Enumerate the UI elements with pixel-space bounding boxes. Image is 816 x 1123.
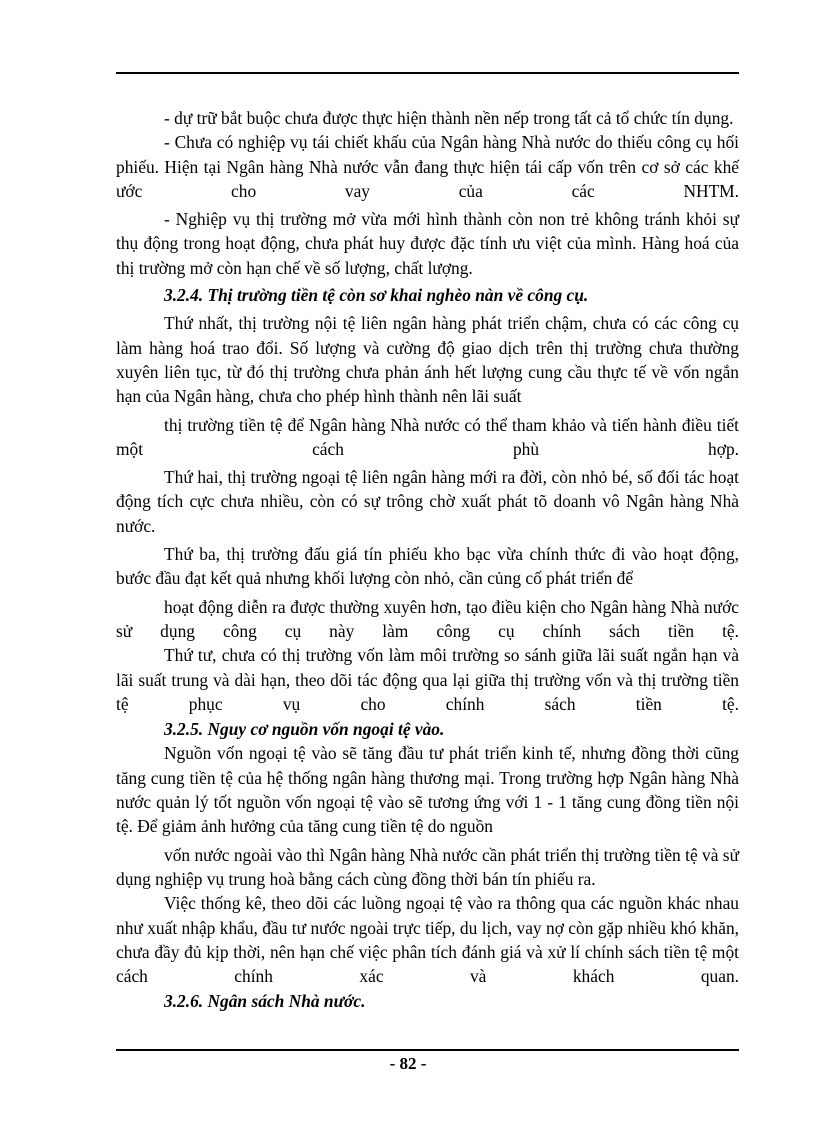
paragraph-first: Thứ nhất, thị trường nội tệ liên ngân hàng phát triển chậm, chưa có các công cụ làm hàng hoá trao đổi. Số lượng và cường độ giao dịch trên thị trường chưa thường xuyên liên tục, từ đó thị trường chưa phản ánh hết lượng cung cầu thực tế về vốn ngắn hạn của Ngân hàng, chưa cho phép hình thành nên lãi suất <box>116 313 739 407</box>
page-number: - 82 - <box>389 1054 427 1073</box>
paragraph-second: Thứ hai, thị trường ngoại tệ liên ngân hàng mới ra đời, còn nhỏ bé, số đối tác hoạt động tích cực chưa nhiều, còn có sự trông chờ xuất phát tõ doanh vô Ngân hàng Nhà nước. <box>116 467 739 536</box>
paragraph-first-continued: thị trường tiền tệ để Ngân hàng Nhà nước có thể tham khảo và tiến hành điều tiết một cách phù hợp. <box>116 414 739 459</box>
paragraph-foreign-capital-continued: vốn nước ngoài vào thì Ngân hàng Nhà nước cần phát triển thị trường tiền tệ và sử dụng nghiệp vụ trung hoà bằng cách cùng đồng thời bán tín phiếu ra. <box>116 844 739 889</box>
header-rule <box>116 72 739 74</box>
paragraph-reserve-requirement: - dự trữ bắt buộc chưa được thực hiện thành nền nếp trong tất cả tổ chức tín dụng. <box>164 108 734 128</box>
paragraph-third: Thứ ba, thị trường đấu giá tín phiếu kho bạc vừa chính thức đi vào hoạt động, bước đầu đạt kết quả nhưng khối lượng còn nhỏ, cần củng cố phát triển để <box>116 544 739 589</box>
paragraph-open-market: - Nghiệp vụ thị trường mở vừa mới hình thành còn non trẻ không tránh khỏi sự thụ động trong hoạt động, chưa phát huy được đặc tính ưu việt của mình. Hàng hoá của thị trường mở còn hạn chế về số lượng, chất lượng. <box>116 209 739 278</box>
section-heading-3-2-5: 3.2.5. Nguy cơ nguồn vốn ngoại tệ vào. <box>164 719 445 740</box>
page-body <box>116 106 739 1014</box>
paragraph-fourth: Thứ tư, chưa có thị trường vốn làm môi trường so sánh giữa lãi suất ngắn hạn và lãi suất trung và dài hạn, theo dõi tác động qua lại giữa thị trường vốn và thị trường tiền tệ phục vụ cho chính sách tiền tệ. <box>116 645 739 714</box>
section-heading-3-2-4: 3.2.4. Thị trường tiền tệ còn sơ khai nghèo nàn về công cụ. <box>164 285 589 306</box>
paragraph-rediscount: - Chưa có nghiệp vụ tái chiết khấu của Ngân hàng Nhà nước do thiếu công cụ hối phiếu. Hiện tại Ngân hàng Nhà nước vẫn đang thực hiện tái cấp vốn trên cơ sở các khế ước cho vay của các NHTM. <box>116 132 739 201</box>
footer-rule <box>116 1049 739 1051</box>
paragraph-foreign-capital: Nguồn vốn ngoại tệ vào sẽ tăng đầu tư phát triển kinh tế, nhưng đồng thời cũng tăng cung tiền tệ của hệ thống ngân hàng thương mại. Trong trường hợp Ngân hàng Nhà nước quản lý tốt nguồn vốn ngoại tệ vào sẽ tương ứng với 1 - 1 tăng cung đồng tiền nội tệ. Để giảm ảnh hưởng của tăng cung tiền tệ do nguồn <box>116 743 739 837</box>
paragraph-statistics: Việc thống kê, theo dõi các luồng ngoại tệ vào ra thông qua các nguồn khác nhau như xuất nhập khẩu, đầu tư nước ngoài trực tiếp, du lịch, vay nợ còn gặp nhiều khó khăn, chưa đầy đủ kịp thời, nên hạn chế việc phân tích đánh giá và xử lí chính sách tiền tệ một cách chính xác và khách quan. <box>116 893 739 987</box>
section-heading-3-2-6: 3.2.6. Ngân sách Nhà nước. <box>164 991 366 1012</box>
paragraph-third-continued: hoạt động diễn ra được thường xuyên hơn, tạo điều kiện cho Ngân hàng Nhà nước sử dụng công cụ này làm công cụ chính sách tiền tệ. <box>116 596 739 641</box>
